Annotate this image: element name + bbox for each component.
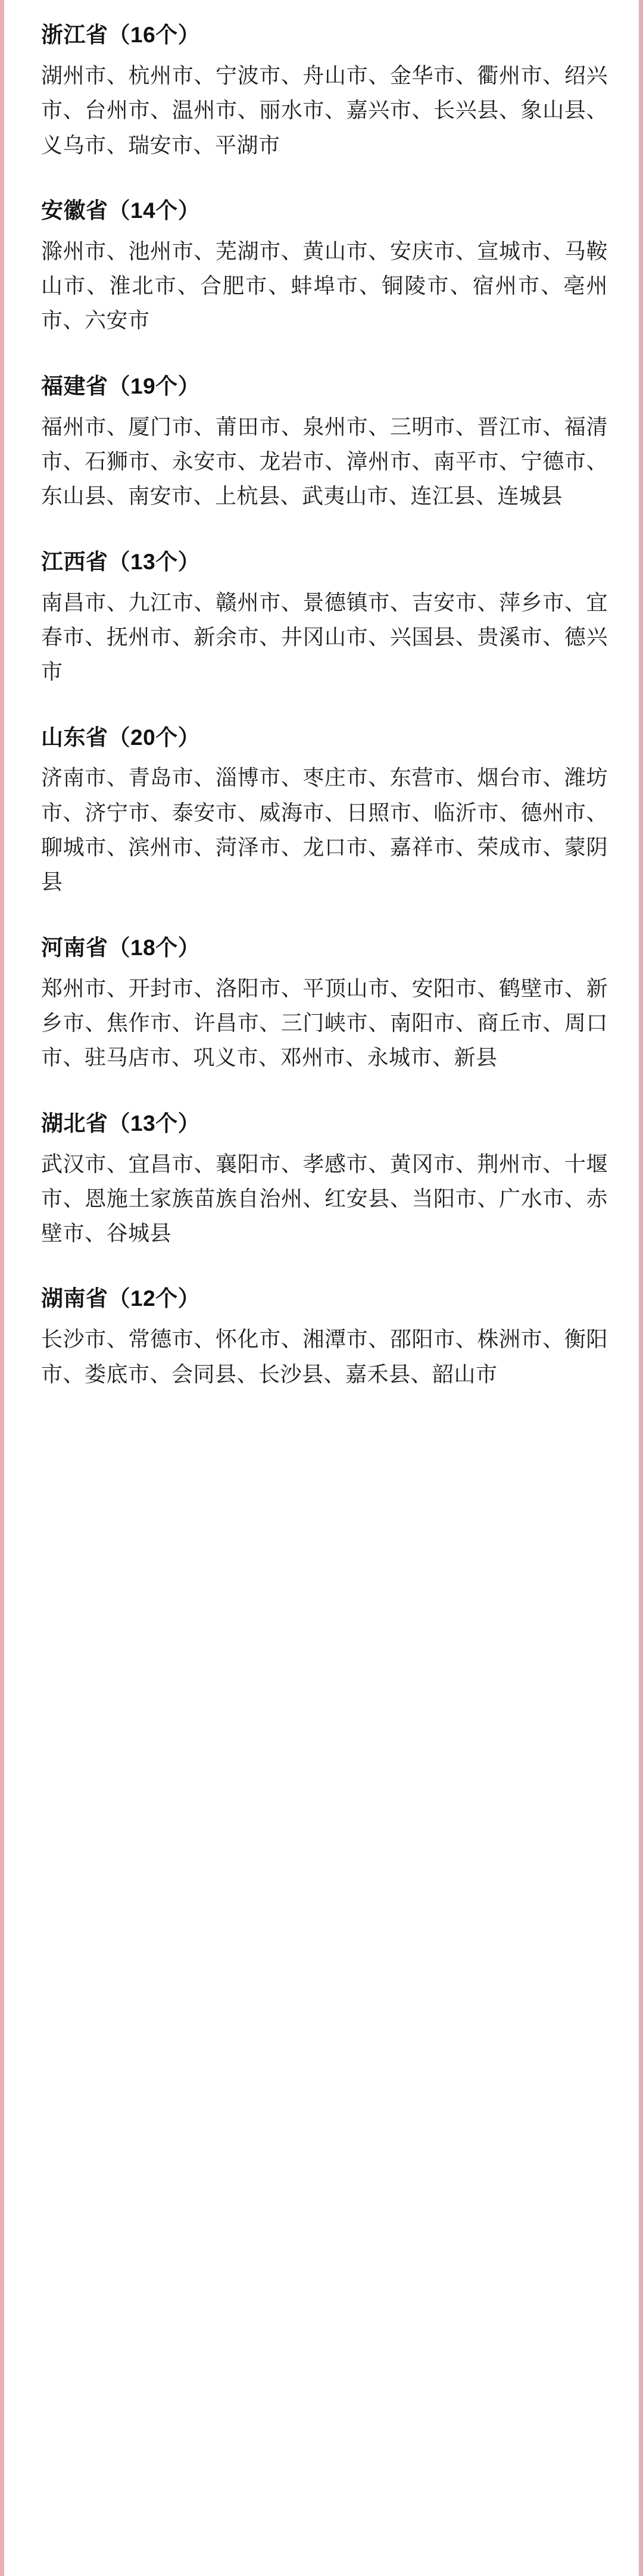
- province-city-list: 滁州市、池州市、芜湖市、黄山市、安庆市、宣城市、马鞍山市、淮北市、合肥市、蚌埠市、铜陵市、宿州市、亳州市、六安市: [41, 238, 608, 333]
- province-city-list: 南昌市、九江市、赣州市、景德镇市、吉安市、萍乡市、宜春市、抚州市、新余市、井冈山市、兴国县、贵溪市、德兴市: [41, 590, 608, 684]
- province-title: 湖南省（12个）: [41, 1286, 201, 1311]
- province-section: [4, 196, 639, 338]
- province-city-list: 郑州市、开封市、洛阳市、平顶山市、安阳市、鹤壁市、新乡市、焦作市、许昌市、三门峡市、南阳市、商丘市、周口市、驻马店市、巩义市、邓州市、永城市、新县: [41, 975, 608, 1070]
- province-title: 山东省（20个）: [41, 725, 201, 750]
- province-section: [4, 372, 639, 514]
- province-section: [4, 723, 639, 900]
- province-city-list: 长沙市、常德市、怀化市、湘潭市、邵阳市、株洲市、衡阳市、娄底市、会同县、长沙县、嘉禾县、韶山市: [41, 1327, 608, 1386]
- province-section: [4, 547, 639, 690]
- province-city-list: 济南市、青岛市、淄博市、枣庄市、东营市、烟台市、潍坊市、济宁市、泰安市、威海市、日照市、临沂市、德州市、聊城市、滨州市、菏泽市、龙口市、嘉祥市、荣成市、蒙阴县: [41, 765, 608, 894]
- province-title: 浙江省（16个）: [41, 23, 201, 47]
- province-section: [4, 1284, 639, 1392]
- province-title: 湖北省（13个）: [41, 1111, 201, 1136]
- province-title: 安徽省（14个）: [41, 198, 201, 223]
- province-section: [4, 933, 639, 1075]
- province-title: 河南省（18个）: [41, 935, 201, 960]
- province-city-list: 湖州市、杭州市、宁波市、舟山市、金华市、衢州市、绍兴市、台州市、温州市、丽水市、嘉兴市、长兴县、象山县、义乌市、瑞安市、平湖市: [41, 63, 608, 157]
- province-section: [4, 20, 639, 163]
- province-city-list: 福州市、厦门市、莆田市、泉州市、三明市、晋江市、福清市、石狮市、永安市、龙岩市、漳州市、南平市、宁德市、东山县、南安市、上杭县、武夷山市、连江县、连城县: [41, 414, 608, 509]
- province-title: 江西省（13个）: [41, 549, 201, 574]
- province-title: 福建省（19个）: [41, 373, 201, 398]
- province-section: [4, 1109, 639, 1251]
- province-city-list: 武汉市、宜昌市、襄阳市、孝感市、黄冈市、荆州市、十堰市、恩施土家族苗族自治州、红安县、当阳市、广水市、赤壁市、谷城县: [41, 1151, 608, 1246]
